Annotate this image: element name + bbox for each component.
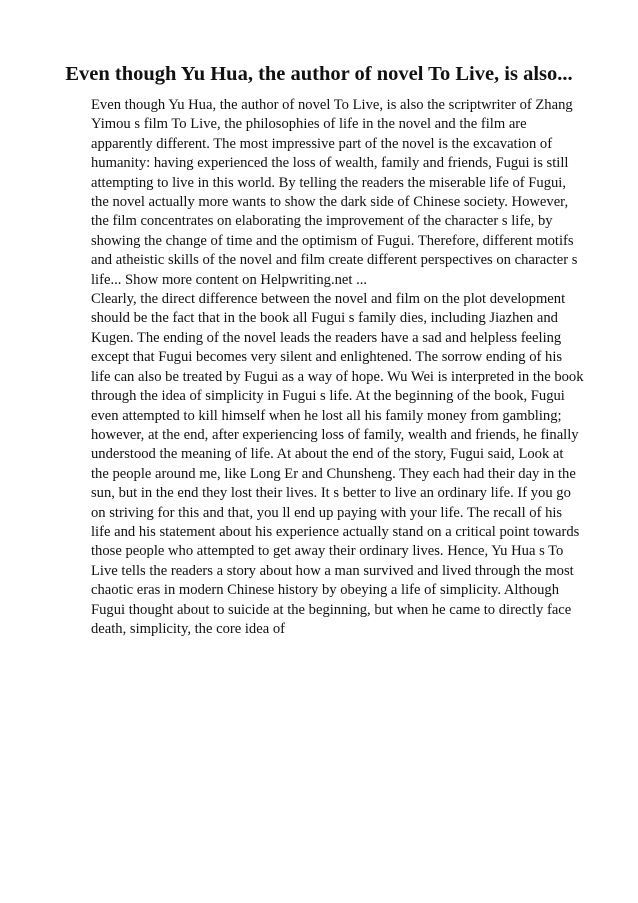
body-text-line: the film concentrates on elaborating the improvement of the character s life, by xyxy=(91,213,553,230)
body-text-line: apparently different. The most impressive part of the novel is the excavation of xyxy=(91,135,553,152)
body-text-line: life can also be treated by Fugui as a way of hope. Wu Wei is interpreted in the book xyxy=(91,368,584,385)
body-text-line: on striving for this and that, you ll end up paying with your life. The recall of his xyxy=(91,504,563,521)
body-text-line: attempting to live in this world. By telling the readers the miserable life of Fugui, xyxy=(91,174,567,191)
body-text-line: through the idea of simplicity in Fugui s life. At the beginning of the book, Fugui xyxy=(91,388,565,405)
body-text-line: and atheistic skills of the novel and film create different perspectives on character s xyxy=(91,252,578,269)
body-text-line: chaotic eras in modern Chinese history by obeying a life of simplicity. Although xyxy=(91,582,559,599)
body-text-line: showing the change of time and the optimism of Fugui. Therefore, different motifs xyxy=(91,232,574,249)
body-text-line: however, at the end, after experiencing loss of family, wealth and friends, he finally xyxy=(91,426,579,443)
body-text-line: death, simplicity, the core idea of xyxy=(91,620,285,637)
body-text-line: Kugen. The ending of the novel leads the readers have a sad and helpless feeling xyxy=(91,329,562,346)
body-text-line: Fugui thought about to suicide at the beginning, but when he came to directly face xyxy=(91,601,572,618)
body-text-line: except that Fugui becomes very silent and enlightened. The sorrow ending of his xyxy=(91,349,563,366)
body-text-line: humanity: having experienced the loss of wealth, family and friends, Fugui is still xyxy=(91,155,569,172)
body-text-line: Clearly, the direct difference between the novel and film on the plot development xyxy=(91,291,566,308)
body-text-line: should be the fact that in the book all Fugui s family dies, including Jiazhen and xyxy=(91,310,558,327)
body-text-line: those people who attempted to get away their ordinary lives. Hence, Yu Hua s To xyxy=(91,543,564,560)
body-text-line: Live tells the readers a story about how a man survived and lived through the most xyxy=(91,562,574,579)
body-text-line: the novel actually more wants to show the dark side of Chinese society. However, xyxy=(91,194,569,211)
body-text-line: the people around me, like Long Er and Chunsheng. They each had their day in the xyxy=(91,465,576,482)
body-text-line: Yimou s film To Live, the philosophies of life in the novel and the film are xyxy=(91,116,527,133)
body-text-line: Even though Yu Hua, the author of novel To Live, is also the scriptwriter of Zhang xyxy=(91,97,573,113)
body-text-line: life... Show more content on Helpwriting.net ... xyxy=(91,271,368,288)
body-text-line: even attempted to kill himself when he lost all his family money from gambling; xyxy=(91,407,562,424)
document-body xyxy=(91,96,611,639)
body-text-line: life and his statement about his experience actually stand on a critical point towards xyxy=(91,523,580,540)
document-title: Even though Yu Hua, the author of novel To Live, is also... xyxy=(65,63,573,85)
body-text-line: sun, but in the end they lost their lives. It s better to live an ordinary life. If you go xyxy=(91,485,571,502)
body-text-line: understood the meaning of life. At about the end of the story, Fugui said, Look at xyxy=(91,446,564,463)
